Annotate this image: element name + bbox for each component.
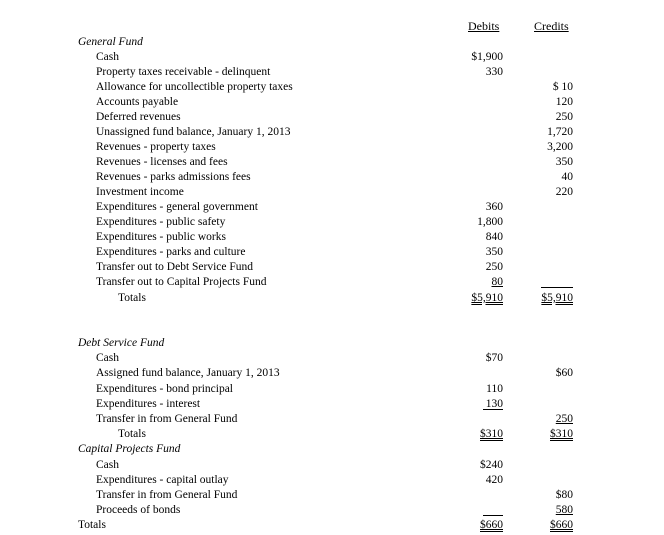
credit-value: $60 [555,367,573,379]
account-label: Property taxes receivable - delinquent [96,66,271,78]
ledger-row [0,382,664,397]
debit-value: 130 [485,398,503,410]
ledger-row [0,80,664,95]
debit-total: $310 [480,428,503,440]
debit-value: 1,800 [477,216,503,228]
totals-label: Totals [118,428,146,440]
ledger-row [0,200,664,215]
credit-value: 3,200 [547,141,573,153]
credit-total: $660 [550,519,573,531]
credit-underline [541,287,573,288]
credit-value: $80 [555,489,573,501]
account-label: Investment income [96,186,184,198]
capital-projects-fund-heading-row [0,442,664,457]
ledger-row [0,185,664,200]
account-label: Assigned fund balance, January 1, 2013 [96,367,280,379]
ledger-row [0,50,664,65]
credit-value: 580 [555,504,573,516]
debit-value: 420 [485,474,503,486]
ledger-row [0,458,664,473]
account-label: Expenditures - parks and culture [96,246,246,258]
capital-projects-fund-title: Capital Projects Fund [78,443,181,455]
account-label: Revenues - parks admissions fees [96,171,251,183]
account-label: Expenditures - public safety [96,216,226,228]
account-label: Expenditures - capital outlay [96,474,229,486]
ledger-row [0,245,664,260]
credit-total: $5,910 [541,292,573,304]
ledger-row [0,95,664,110]
ledger-row [0,65,664,80]
debit-value: 80 [491,276,503,288]
account-label: Deferred revenues [96,111,181,123]
debit-value: $70 [485,352,503,364]
debit-value: 330 [485,66,503,78]
account-label: Proceeds of bonds [96,504,181,516]
debit-total: $660 [480,519,503,531]
ledger-row [0,473,664,488]
credit-value: 250 [555,413,573,425]
ledger-row [0,215,664,230]
credit-value: 40 [561,171,573,183]
account-label: Revenues - property taxes [96,141,216,153]
account-label: Expenditures - public works [96,231,226,243]
account-label: Accounts payable [96,96,179,108]
ledger-row [0,140,664,155]
account-label: Allowance for uncollectible property taxes [96,81,293,93]
debit-value: 350 [485,246,503,258]
ledger-row [0,412,664,427]
ledger-row [0,155,664,170]
debit-value: 840 [485,231,503,243]
capital-projects-totals-row [0,518,664,533]
general-fund-heading-row [0,35,664,50]
credit-value: 1,720 [547,126,573,138]
account-label: Unassigned fund balance, January 1, 2013 [96,126,291,138]
ledger-row [0,230,664,245]
credit-value: 350 [555,156,573,168]
ledger-row [0,351,664,366]
ledger-row [0,397,664,412]
ledger-row [0,260,664,275]
debits-header: Debits [468,19,500,33]
debit-value: 250 [485,261,503,273]
credit-value: 220 [555,186,573,198]
account-label: Expenditures - interest [96,398,201,410]
ledger-row [0,110,664,125]
totals-label: Totals [118,292,146,304]
debit-underline [483,409,503,410]
account-label: Transfer out to Capital Projects Fund [96,276,267,288]
ledger-row [0,125,664,140]
ledger-row [0,488,664,503]
debit-value: 360 [485,201,503,213]
debit-total: $5,910 [471,292,503,304]
account-label: Transfer in from General Fund [96,413,238,425]
debit-value: 110 [486,383,503,395]
ledger-row [0,170,664,185]
debt-service-fund-title: Debt Service Fund [78,337,165,349]
account-label: Expenditures - bond principal [96,383,234,395]
account-label: Cash [96,352,119,364]
credits-header: Credits [534,19,569,33]
account-label: Cash [96,51,119,63]
credit-value: $ 10 [552,81,573,93]
general-fund-title: General Fund [78,36,143,48]
account-label: Revenues - licenses and fees [96,156,228,168]
debit-value: $240 [480,459,503,471]
debt-service-totals-row [0,427,664,442]
debt-service-fund-heading-row [0,336,664,351]
credit-total: $310 [550,428,573,440]
totals-label: Totals [78,519,106,531]
account-label: Cash [96,459,119,471]
credit-value: 250 [555,111,573,123]
debit-value: $1,900 [471,51,503,63]
credit-value: 120 [555,96,573,108]
account-label: Transfer out to Debt Service Fund [96,261,254,273]
ledger-row [0,503,664,518]
account-label: Expenditures - general government [96,201,258,213]
account-label: Transfer in from General Fund [96,489,238,501]
general-fund-totals-row [0,291,664,306]
ledger-row [0,366,664,381]
